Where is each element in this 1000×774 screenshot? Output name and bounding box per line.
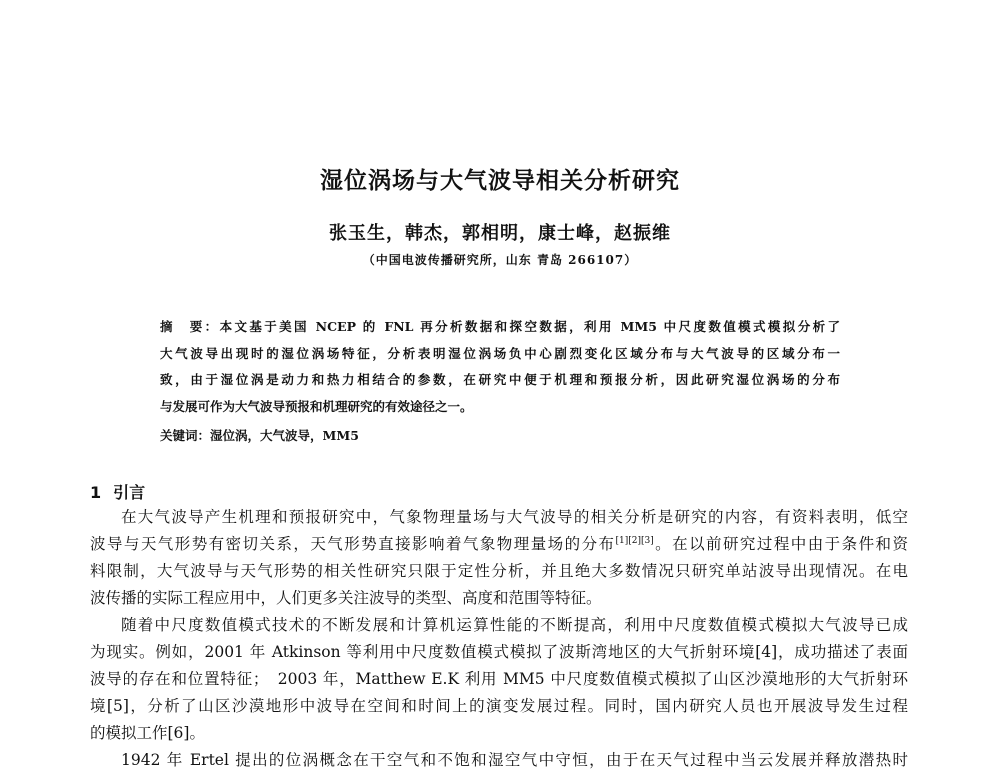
body-line: 境[5]，分析了山区沙漠地形中波导在空间和时间上的演变发展过程。同时，国内研究人员也开展波导发生过程	[90, 697, 908, 715]
body-line: 随着中尺度数值模式技术的不断发展和计算机运算性能的不断提高，利用中尺度数值模式模拟大气波导已成	[121, 616, 908, 634]
section-number: 1	[90, 483, 102, 502]
body-line	[90, 531, 908, 558]
keywords-line	[160, 426, 359, 444]
abstract-block	[160, 314, 840, 420]
keywords-text: 湿位涡，大气波导，MM5	[210, 428, 359, 443]
paper-title: 湿位涡场与大气波导相关分析研究	[320, 168, 680, 194]
body-line: 1942 年 Ertel 提出的位涡概念在干空气和不饱和湿空气中守恒，由于在天气过程中当云发展并释放潜热时	[121, 751, 908, 769]
body-line-tail: 。在以前研究过程中由于条件和资	[653, 535, 908, 553]
section-heading	[90, 480, 145, 503]
abstract-text: 本文基于美国 NCEP 的 FNL 再分析数据和探空数据，利用 MM5 中尺度数值模式模拟分析了	[219, 319, 840, 334]
body-line: 波传播的实际工程应用中，人们更多关注波导的类型、高度和范围等特征。	[90, 589, 602, 607]
affiliation: （中国电波传播研究所，山东 青岛 266107）	[362, 253, 638, 267]
abstract-line: 与发展可作为大气波导预报和机理研究的有效途径之一。	[160, 398, 473, 414]
keywords-label: 关键词：	[160, 428, 211, 443]
body-line: 波导的存在和位置特征； 2003 年，Matthew E.K 利用 MM5 中尺度数值模式模拟了山区沙漠地形的大气折射环	[90, 670, 908, 688]
author-list: 张玉生，韩杰，郭相明，康士峰，赵振维	[329, 223, 671, 244]
body-line: 在大气波导产生机理和预报研究中，气象物理量场与大气波导的相关分析是研究的内容，有资料表明，低空	[121, 508, 908, 526]
body-line: 的模拟工作[6]。	[90, 724, 205, 742]
citation-superscript: [1][2][3]	[615, 536, 654, 546]
section-body	[90, 504, 908, 774]
abstract-line: 致，由于湿位涡是动力和热力相结合的参数，在研究中便于机理和预报分析，因此研究湿位涡场的分布	[160, 372, 840, 388]
abstract-label: 摘 要：	[160, 319, 220, 334]
body-line: 料限制，大气波导与天气形势的相关性研究只限于定性分析，并且绝大多数情况只研究单站波导出现情况。在电	[90, 562, 908, 580]
abstract-line: 大气波导出现时的湿位涡场特征，分析表明湿位涡场负中心剧烈变化区域分布与大气波导的区域分布一	[160, 345, 840, 361]
body-line: 为现实。例如，2001 年 Atkinson 等利用中尺度数值模式模拟了波斯湾地区的大气折射环境[4]，成功描述了表面	[90, 643, 908, 661]
abstract-line	[160, 314, 840, 341]
section-title: 引言	[113, 483, 146, 502]
body-line-text: 波导与天气形势有密切关系，天气形势直接影响着气象物理量场的分布	[90, 535, 616, 553]
